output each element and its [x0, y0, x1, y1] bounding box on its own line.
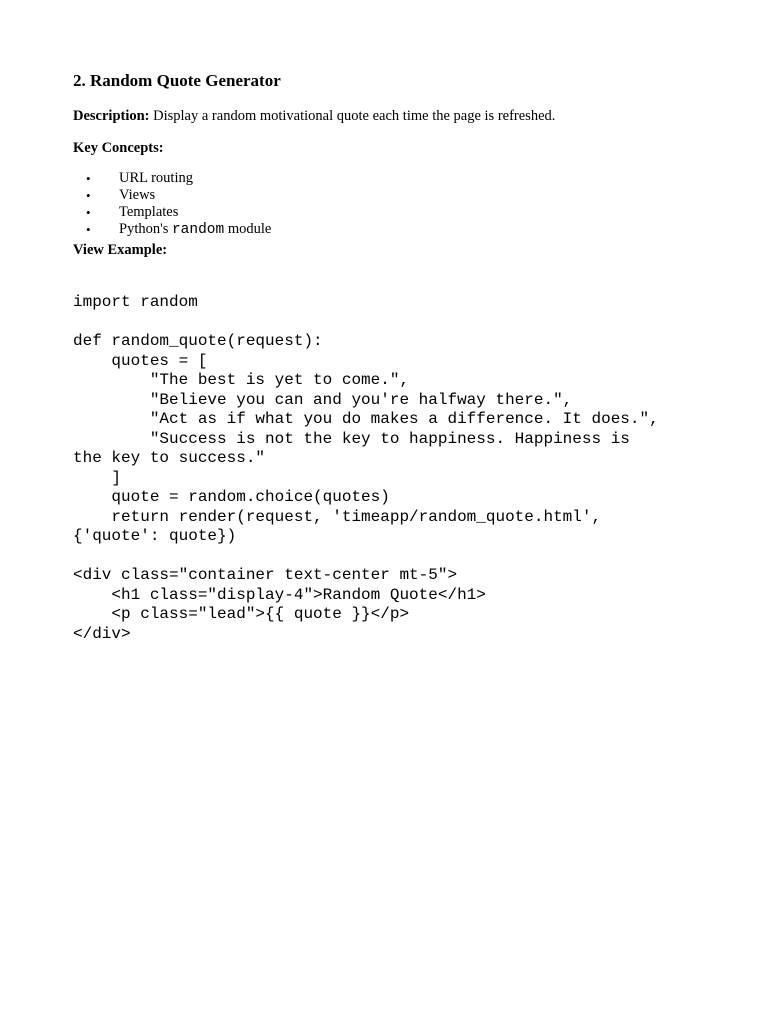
bullet-icon: •	[86, 222, 91, 237]
inline-code-random: random	[171, 222, 225, 238]
description-label: Description:	[73, 108, 150, 124]
description	[73, 107, 555, 125]
bullet-icon: •	[86, 171, 91, 186]
code-block: import random def random_quote(request): quotes = [ "The best is yet to come.", "Believe you can and you're halfway there.", "Act as if what you do makes a difference. It does.", "Success is not the key to happiness. Happiness is the key to success." ] quote = random.choice(quotes) return render(request, 'timeapp/random_quote.html', {'quote': quote}) <div class="container text-center mt-5"> <h1 class="display-4">Random Quote</h1> <p class="lead">{{ quote }}</p> </div>	[73, 293, 659, 643]
section-title: 2. Random Quote Generator	[73, 71, 281, 90]
concept-prefix: Python's	[119, 221, 172, 237]
concept-templates: Templates	[119, 204, 179, 220]
concept-views: Views	[119, 187, 156, 203]
concept-random-module	[119, 221, 271, 239]
view-example-heading: View Example:	[73, 242, 168, 258]
concept-url-routing: URL routing	[119, 170, 193, 186]
description-text: Display a random motivational quote each time the page is refreshed.	[149, 108, 556, 124]
bullet-icon: •	[86, 188, 91, 203]
concept-suffix: module	[224, 221, 272, 237]
bullet-icon: •	[86, 205, 91, 220]
key-concepts-heading: Key Concepts:	[73, 140, 164, 156]
